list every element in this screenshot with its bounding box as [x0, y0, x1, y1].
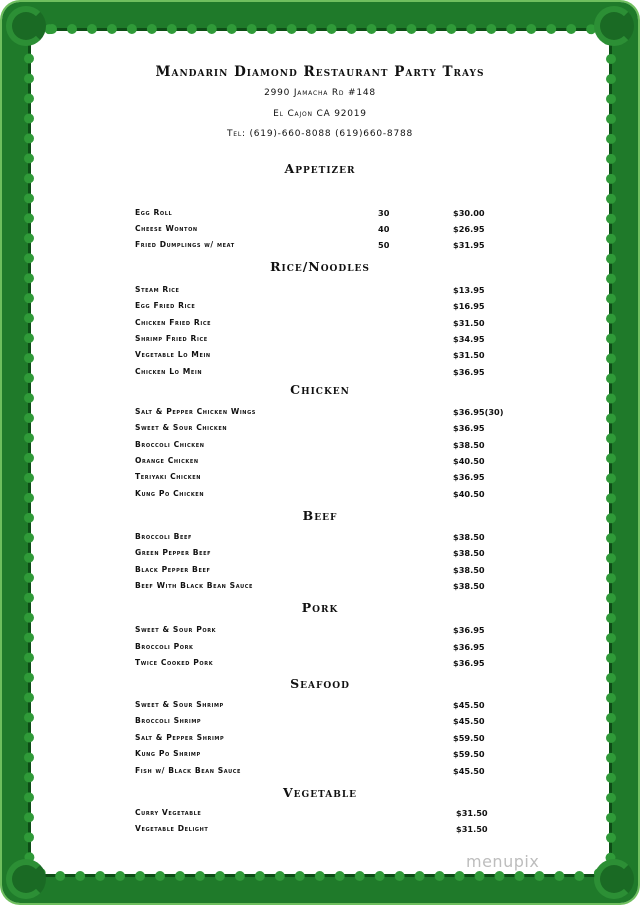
menu-item: Orange Chicken — [135, 456, 199, 465]
menu-item-price: $45.50 — [453, 766, 485, 776]
menu-item-price: $38.50 — [453, 440, 485, 450]
menu-item-price: $26.95 — [453, 224, 485, 234]
menu-item-price: $31.50 — [456, 824, 488, 834]
menu-item: Broccoli Shrimp — [135, 716, 202, 725]
menu-item-price: $40.50 — [453, 489, 485, 499]
section-title-beef: Beef — [302, 508, 338, 523]
corner-swirl-icon — [6, 859, 46, 899]
menu-item-price: $38.50 — [453, 548, 485, 558]
corner-swirl-icon — [594, 859, 634, 899]
phone-line: Tel: (619)-660-8088 (619)660-8788 — [226, 129, 414, 139]
section-title-seafood: Seafood — [290, 676, 350, 691]
menu-item-price: $45.50 — [453, 716, 485, 726]
section-title-pork: Pork — [301, 600, 339, 615]
menu-item: Black Pepper Beef — [135, 565, 211, 574]
menu-item: Beef With Black Bean Sauce — [135, 581, 254, 590]
menu-item: Sweet & Sour Pork — [135, 625, 217, 634]
menu-item-price: $59.50 — [453, 749, 485, 759]
menu-item: Fried Dumplings w/ meat — [135, 240, 235, 249]
menu-item-price: $36.95 — [453, 658, 485, 668]
corner-swirl-icon — [6, 6, 46, 46]
menu-item: Broccoli Pork — [135, 642, 194, 651]
menu-item-price: $38.50 — [453, 565, 485, 575]
menu-item-price: $40.50 — [453, 456, 485, 466]
menu-item: Broccoli Beef — [135, 532, 193, 541]
menu-item-price: $36.95 — [453, 625, 485, 635]
menu-page — [46, 40, 594, 865]
menu-item: Vegetable Delight — [135, 824, 209, 833]
menu-item: Sweet & Sour Chicken — [135, 423, 228, 432]
menu-item-qty: 30 — [378, 208, 390, 218]
corner-swirl-icon — [594, 6, 634, 46]
menu-item: Kung Po Chicken — [135, 489, 205, 498]
menu-item-price: $38.50 — [453, 532, 485, 542]
menu-item: Fish w/ Black Bean Sauce — [135, 766, 242, 775]
menu-item-qty: 40 — [378, 224, 390, 234]
watermark-logo: menupix — [466, 852, 540, 871]
menu-item: Egg Fried Rice — [135, 301, 196, 310]
menu-item: Vegetable Lo Mein — [135, 350, 211, 359]
city-line: El Cajon CA 92019 — [273, 109, 367, 119]
menu-item-price: $34.95 — [453, 334, 485, 344]
menu-item-price: $31.50 — [453, 350, 485, 360]
menu-item-price: $36.95(30) — [453, 407, 504, 417]
menu-item-price: $31.50 — [456, 808, 488, 818]
restaurant-title: Mandarin Diamond Restaurant Party Trays — [155, 64, 485, 80]
menu-item-price: $45.50 — [453, 700, 485, 710]
menu-item: Egg Roll — [135, 208, 173, 217]
menu-item-price: $59.50 — [453, 733, 485, 743]
menu-item: Twice Cooked Pork — [135, 658, 214, 667]
menu-item: Curry Vegetable — [135, 808, 202, 817]
menu-item: Shrimp Fried Rice — [135, 334, 208, 343]
section-title-chicken: Chicken — [290, 382, 350, 397]
section-title-appetizer: Appetizer — [284, 161, 356, 176]
menu-item: Steam Rice — [135, 285, 180, 294]
menu-item: Salt & Pepper Shrimp — [135, 733, 225, 742]
menu-item: Chicken Fried Rice — [135, 318, 212, 327]
menu-item: Sweet & Sour Shrimp — [135, 700, 224, 709]
menu-item-price: $31.50 — [453, 318, 485, 328]
menu-item: Kung Po Shrimp — [135, 749, 201, 758]
menu-item: Green Pepper Beef — [135, 548, 212, 557]
menu-item: Chicken Lo Mein — [135, 367, 203, 376]
menu-item-price: $36.95 — [453, 423, 485, 433]
menu-item-price: $31.95 — [453, 240, 485, 250]
menu-item-price: $38.50 — [453, 581, 485, 591]
menu-item-price: $30.00 — [453, 208, 485, 218]
menu-item-price: $36.95 — [453, 367, 485, 377]
address-line: 2990 Jamacha Rd #148 — [264, 88, 376, 98]
menu-item: Salt & Pepper Chicken Wings — [135, 407, 256, 416]
menu-item-price: $16.95 — [453, 301, 485, 311]
section-title-vegetable: Vegetable — [282, 785, 358, 800]
menu-item: Cheese Wonton — [135, 224, 198, 233]
section-title-rice-noodles: Rice/Noodles — [270, 259, 370, 274]
menu-item: Broccoli Chicken — [135, 440, 205, 449]
menu-item: Teriyaki Chicken — [135, 472, 202, 481]
menu-item-price: $36.95 — [453, 472, 485, 482]
menu-item-price: $13.95 — [453, 285, 485, 295]
menu-item-qty: 50 — [378, 240, 390, 250]
menu-item-price: $36.95 — [453, 642, 485, 652]
